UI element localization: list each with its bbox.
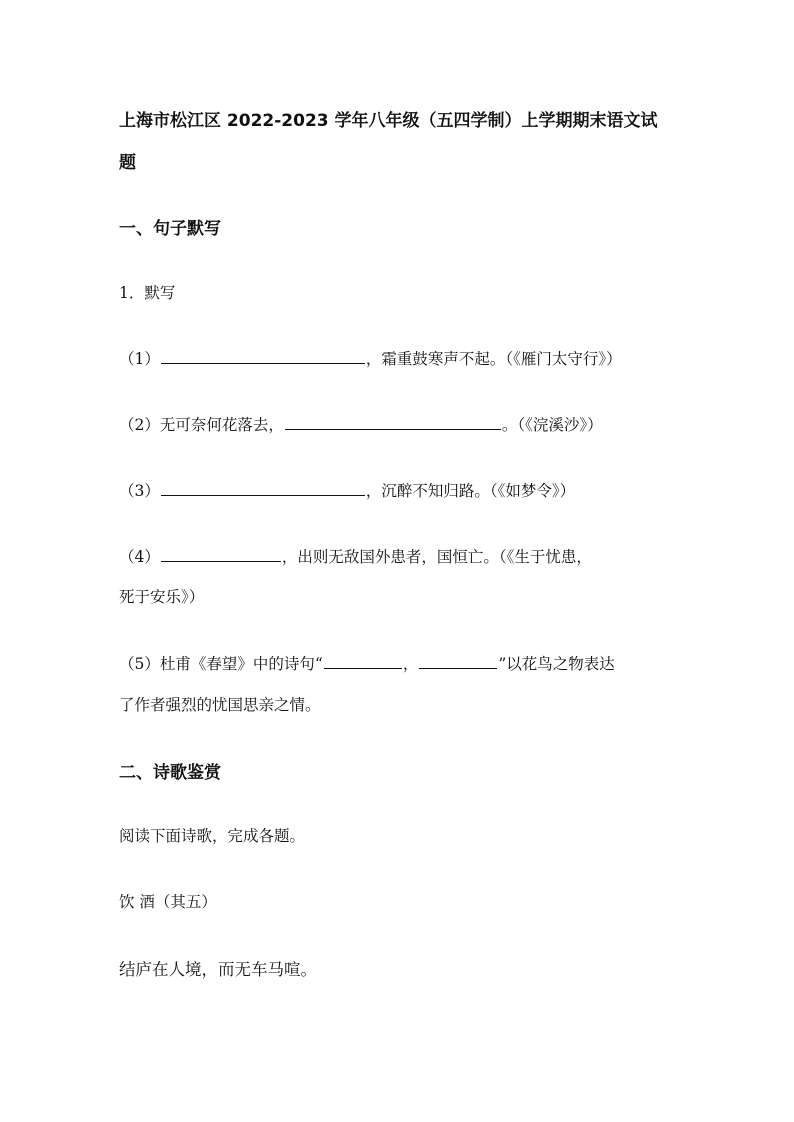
page-title-line1: 上海市松江区 2022-2023 学年八年级（五四学制）上学期期末语文试	[119, 111, 658, 131]
poem-line-1: 结庐在人境，而无车马喧。	[119, 960, 317, 979]
page-title-line2: 题	[119, 153, 136, 173]
item-5-text-before: 杜甫《春望》中的诗句“	[159, 655, 323, 673]
item-4-text: ，出则无敌国外患者，国恒亡。（《生于忧患，	[281, 548, 592, 566]
item-4-number: （4）	[119, 548, 160, 566]
item-4-continuation: 死于安乐》）	[119, 588, 205, 606]
item-5	[119, 652, 615, 674]
item-3-number: （3）	[119, 482, 160, 500]
item-3-text: ，沉醉不知归路。（《如梦令》）	[365, 482, 576, 500]
instruction-text: 阅读下面诗歌，完成各题。	[119, 827, 306, 845]
item-5-text-mid: ，	[402, 655, 419, 673]
answer-blank-2[interactable]	[285, 415, 501, 430]
item-2-text-before: 无可奈何花落去，	[159, 416, 284, 434]
item-2	[119, 413, 603, 435]
poem-title: 饮 酒（其五）	[119, 893, 217, 911]
item-4	[119, 545, 592, 567]
item-1-number: （1）	[119, 350, 160, 368]
answer-blank-1[interactable]	[161, 349, 365, 364]
item-5-continuation: 了作者强烈的忧国思亲之情。	[119, 696, 321, 714]
item-3	[119, 479, 575, 501]
item-2-number: （2）	[119, 416, 160, 434]
answer-blank-5b[interactable]	[419, 654, 497, 669]
answer-blank-5a[interactable]	[324, 654, 402, 669]
answer-blank-4[interactable]	[161, 547, 281, 562]
question-1-label: 1．默写	[119, 284, 176, 302]
item-2-text-after: 。（《浣溪沙》）	[501, 416, 603, 434]
answer-blank-3[interactable]	[161, 481, 365, 496]
section-heading-1: 一、句子默写	[119, 219, 221, 239]
section-heading-2: 二、诗歌鉴赏	[119, 763, 221, 783]
item-1	[119, 347, 622, 369]
item-5-text-after: ”以花鸟之物表达	[498, 655, 615, 673]
item-1-text: ，霜重鼓寒声不起。（《雁门太守行》）	[365, 350, 622, 368]
item-5-number: （5）	[119, 655, 160, 673]
